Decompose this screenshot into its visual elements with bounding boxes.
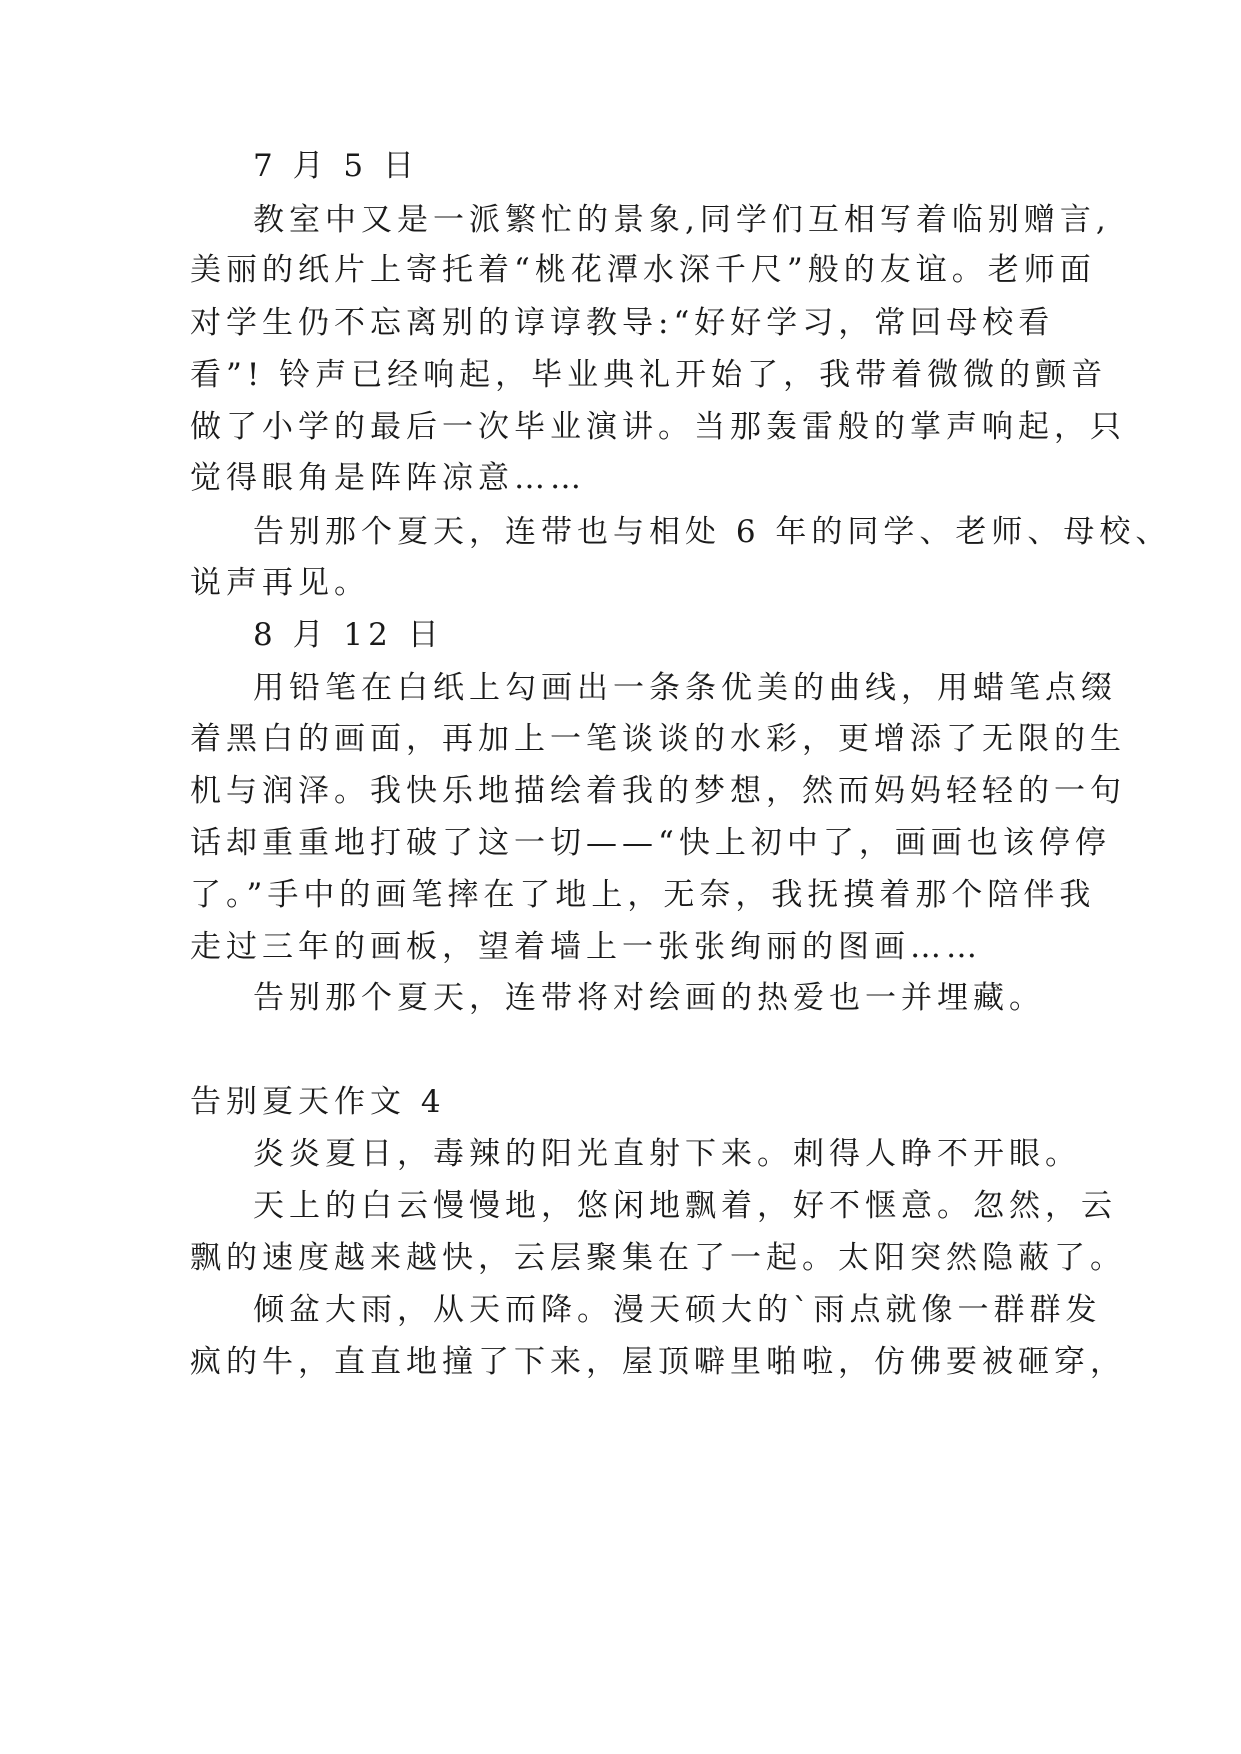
date-heading-aug-12: 8 月 12 日: [253, 617, 444, 653]
paragraph-line: 用铅笔在白纸上勾画出一条条优美的曲线，用蜡笔点缀: [253, 670, 1117, 706]
paragraph-line: 觉得眼角是阵阵凉意……: [190, 460, 586, 496]
paragraph-line: 告别那个夏天，连带将对绘画的热爱也一并埋藏。: [253, 980, 1045, 1016]
paragraph-line: 看”! 铃声已经响起，毕业典礼开始了，我带着微微的颤音: [190, 357, 1108, 393]
paragraph-line: 天上的白云慢慢地，悠闲地飘着，好不惬意。忽然，云: [253, 1188, 1117, 1224]
paragraph-line: 疯的牛，直直地撞了下来，屋顶噼里啪啦，仿佛要被砸穿，: [190, 1344, 1126, 1380]
paragraph-line: 对学生仍不忘离别的谆谆教导:“好好学习，常回母校看: [190, 305, 1055, 341]
paragraph-line: 走过三年的画板，望着墙上一张张绚丽的图画……: [190, 929, 982, 965]
paragraph-line: 飘的速度越来越快，云层聚集在了一起。太阳突然隐蔽了。: [190, 1240, 1126, 1276]
paragraph-line: 教室中又是一派繁忙的景象,同学们互相写着临别赠言,: [253, 202, 1111, 238]
paragraph-line: 说声再见。: [190, 565, 370, 601]
paragraph-line: 机与润泽。我快乐地描绘着我的梦想，然而妈妈轻轻的一句: [190, 773, 1126, 809]
paragraph-line: 了。”手中的画笔摔在了地上，无奈，我抚摸着那个陪伴我: [190, 877, 1096, 913]
paragraph-line: 炎炎夏日，毒辣的阳光直射下来。刺得人睁不开眼。: [253, 1136, 1081, 1172]
paragraph-line: 话却重重地打破了这一切——“快上初中了，画画也该停停: [190, 825, 1111, 861]
section-title: 告别夏天作文 4: [190, 1084, 446, 1120]
paragraph-line: 做了小学的最后一次毕业演讲。当那轰雷般的掌声响起，只: [190, 409, 1126, 445]
paragraph-line: 告别那个夏天，连带也与相处 6 年的同学、老师、母校、: [253, 514, 1172, 550]
date-heading-july-5: 7 月 5 日: [253, 148, 420, 184]
paragraph-line: 着黑白的画面，再加上一笔谈谈的水彩，更增添了无限的生: [190, 721, 1126, 757]
paragraph-line: 美丽的纸片上寄托着“桃花潭水深千尺”般的友谊。老师面: [190, 252, 1096, 288]
paragraph-line: 倾盆大雨，从天而降。漫天硕大的`雨点就像一群群发: [253, 1292, 1102, 1328]
